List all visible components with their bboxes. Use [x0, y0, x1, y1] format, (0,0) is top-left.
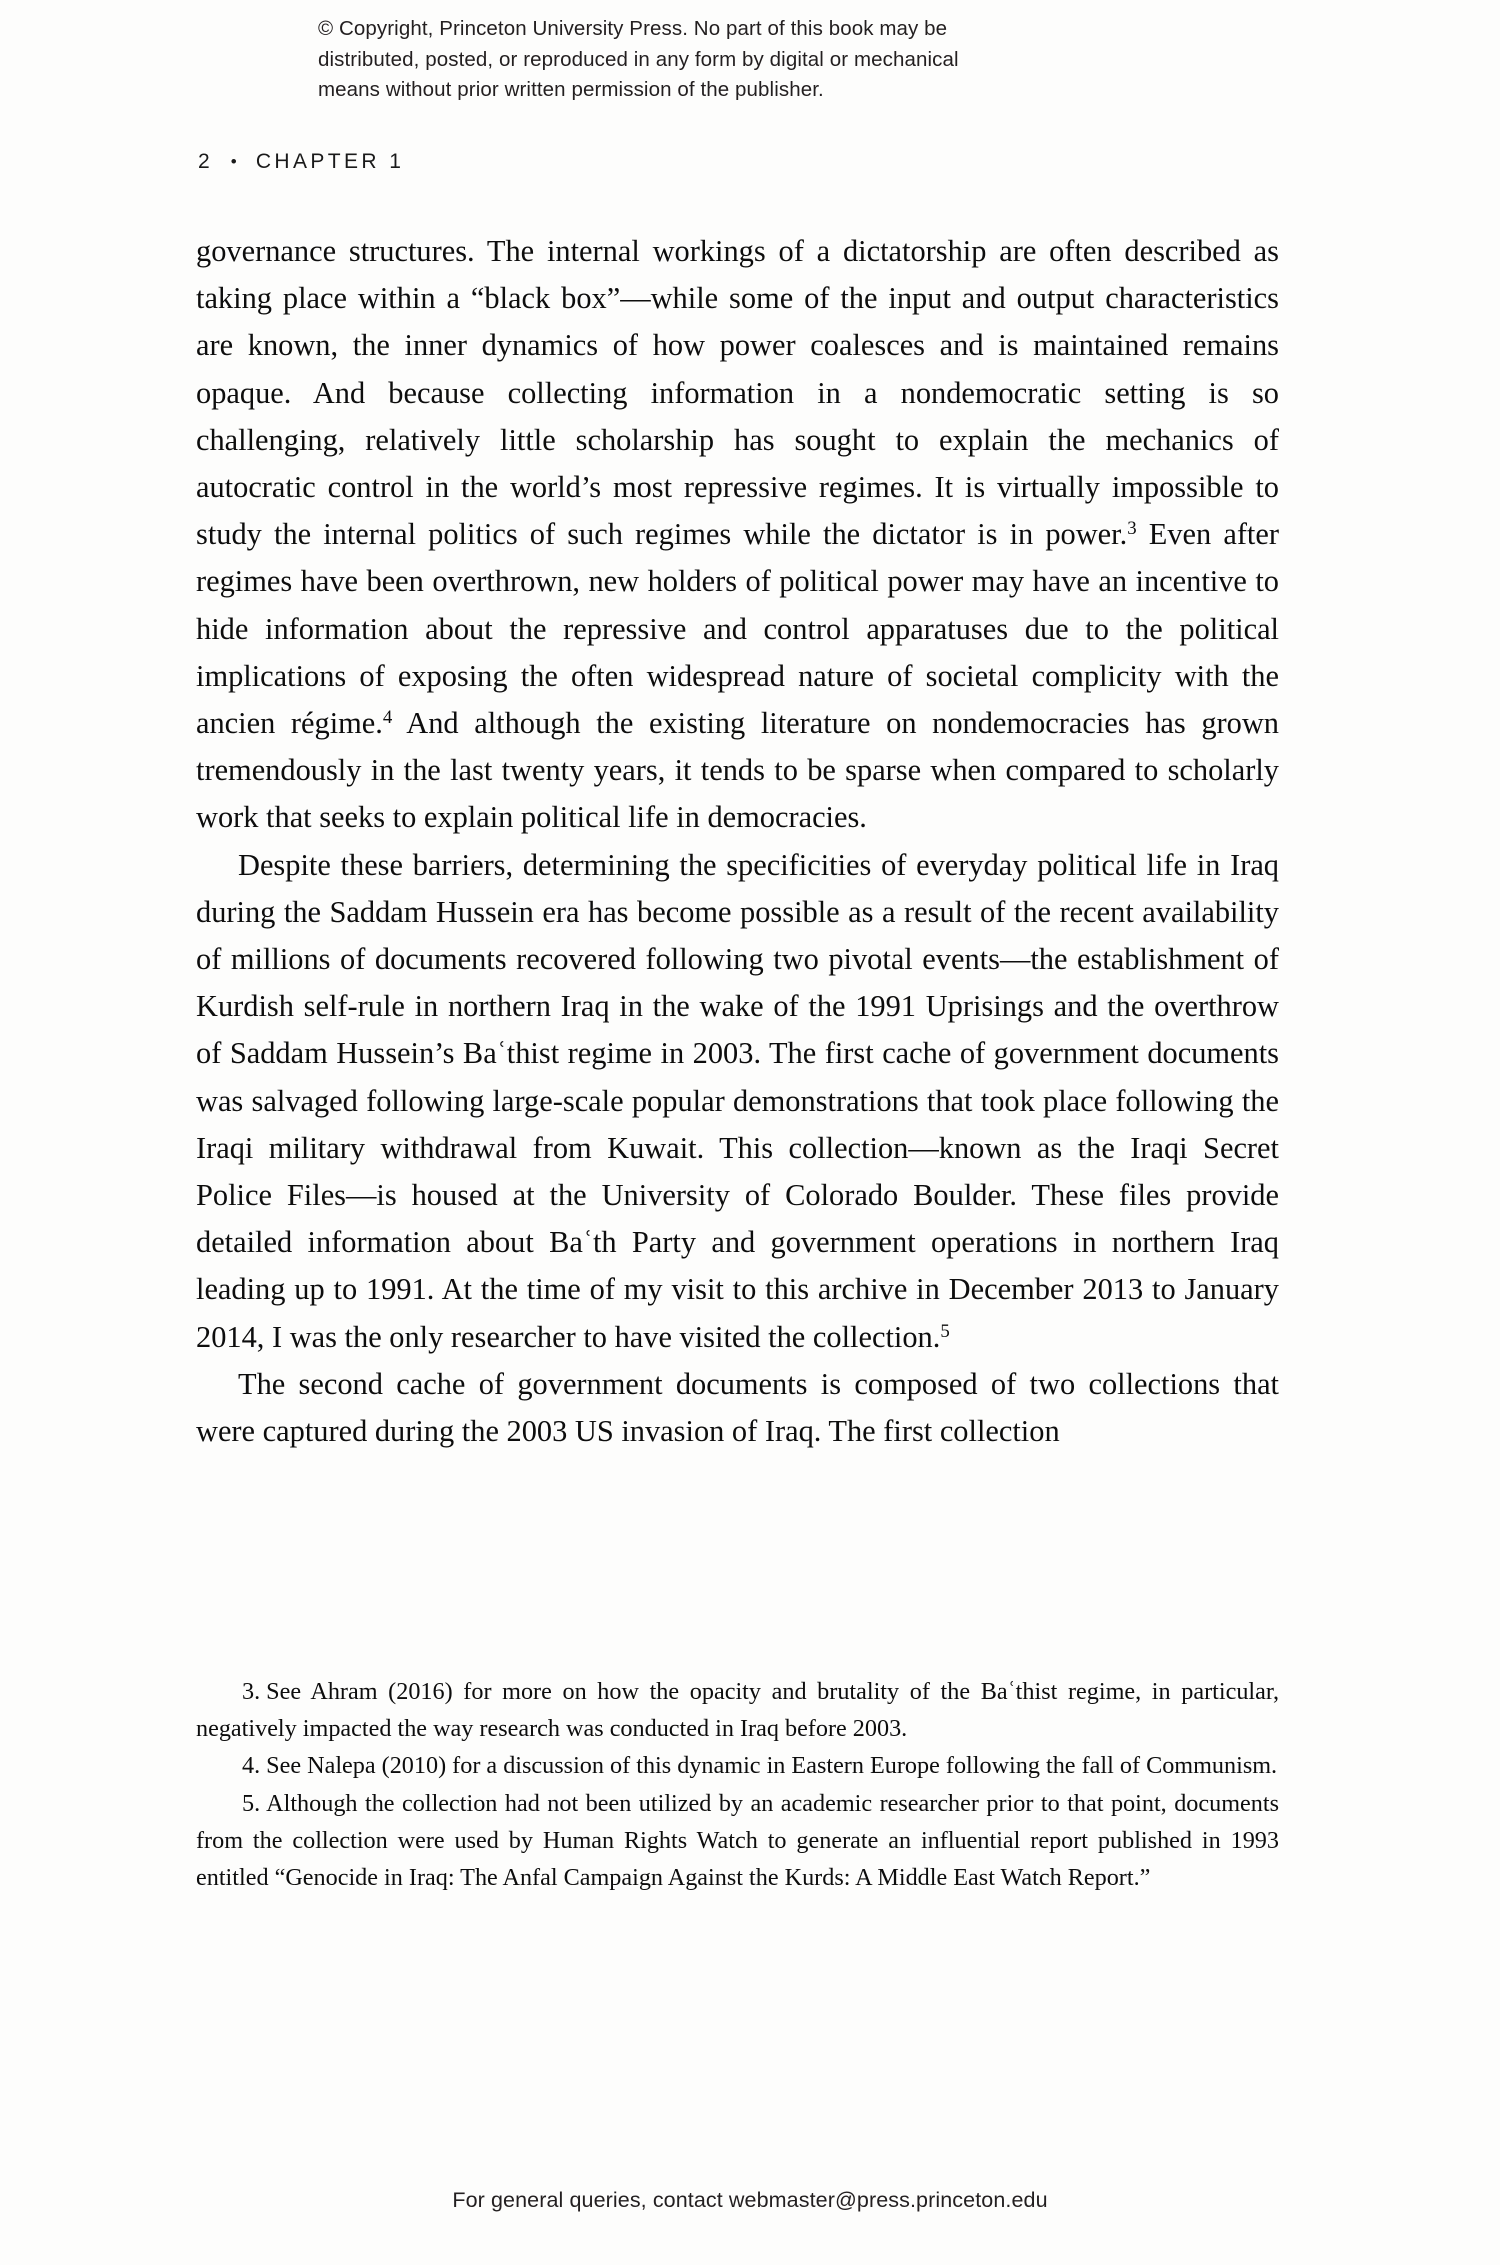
paragraph-despite	[196, 842, 1279, 1361]
page-footer	[0, 2188, 1500, 2213]
footnote-5-number: 5.	[242, 1789, 261, 1817]
footnote-4-number: 4.	[242, 1752, 261, 1780]
bullet-separator-icon: •	[230, 151, 240, 171]
page-number: 2	[198, 150, 213, 173]
paragraph-governance	[196, 228, 1279, 842]
footer-text: For general queries, contact webmaster@press.princeton.edu	[452, 2188, 1048, 2212]
footnote-4-text: See Nalepa (2010) for a discussion of this dynamic in Eastern Europe following the fall of Communism.	[266, 1752, 1278, 1780]
paragraph-governance-text-a: governance structures. The internal workings of a dictatorship are often described as taking place within a “black box”—while some of the input and output characteristics are known, the inner dynamics of how power coalesces and is maintained remains opaque. And because collecting information in a nondemocratic setting is so challenging, relatively little scholarship has sought to explain the mechanics of autocratic control in the world’s most repressive regimes. It is virtually impossible to study the internal politics of such regimes while the dictator is in power.	[196, 234, 1279, 552]
paragraph-second-cache	[196, 1361, 1279, 1455]
footnote-marker-5[interactable]: 5	[940, 1320, 950, 1342]
copyright-line-1: © Copyright, Princeton University Press. No part of this book may be	[318, 17, 948, 40]
footnote-5-text: Although the collection had not been utilized by an academic researcher prior to that point, documents from the collection were used by Human Rights Watch to generate an influential report published in 1993 entitled “Genocide in Iraq: The Anfal Campaign Against the Kurds: A Middle East Watch Report.”	[196, 1789, 1279, 1892]
chapter-label: CHAPTER 1	[255, 150, 405, 173]
footnote-3-text: See Ahram (2016) for more on how the opacity and brutality of the Baʿthist regime, in particular, negatively impacted the way research was conducted in Iraq before 2003.	[196, 1678, 1279, 1743]
footnote-3-number: 3.	[242, 1678, 261, 1705]
paragraph-despite-text-a: Despite these barriers, determining the specificities of everyday political life in Iraq during the Saddam Hussein era has become possible as a result of the recent availability of millions of documents recovered following two pivotal events—the establishment of Kurdish self-rule in northern Iraq in the wake of the 1991 Uprisings and the overthrow of Saddam Hussein’s Baʿthist regime in 2003. The first cache of government documents was salvaged following large-scale popular demonstrations that took place following the Iraqi military withdrawal from Kuwait. This collection—known as the Iraqi Secret Police Files—is housed at the University of Colorado Boulder. These files provide detailed information about Baʿth Party and government operations in northern Iraq leading up to 1991. At the time of my visit to this archive in December 2013 to January 2014, I was the only researcher to have visited the collection.	[196, 847, 1279, 1354]
copyright-line-3: means without prior written permission of the publisher.	[318, 78, 824, 101]
footnote-5	[196, 1785, 1279, 1897]
footnotes-block	[196, 1673, 1279, 1896]
copyright-notice	[318, 14, 1178, 106]
footnote-marker-4[interactable]: 4	[382, 707, 393, 729]
copyright-line-2: distributed, posted, or reproduced in any form by digital or mechanical	[318, 47, 959, 71]
footnote-marker-3[interactable]: 3	[1127, 518, 1137, 540]
running-head	[198, 150, 404, 174]
paragraph-governance-text-b: Even after regimes have been overthrown, new holders of political power may have an incentive to hide information about the repressive and control apparatuses due to the political implications of exposing the often widespread nature of societal complicity with the ancien régime.	[196, 517, 1279, 741]
footnote-3	[196, 1673, 1279, 1747]
footnote-4	[196, 1747, 1279, 1784]
body-text-column	[196, 228, 1279, 1455]
paragraph-second-cache-text: The second cache of government documents is composed of two collections that were captured during the 2003 US invasion of Iraq. The first collection	[196, 1366, 1279, 1449]
paragraph-governance-text-c: And although the existing literature on nondemocracies has grown tremendously in the last twenty years, it tends to be sparse when compared to scholarly work that seeks to explain political life in democracies.	[196, 706, 1280, 835]
